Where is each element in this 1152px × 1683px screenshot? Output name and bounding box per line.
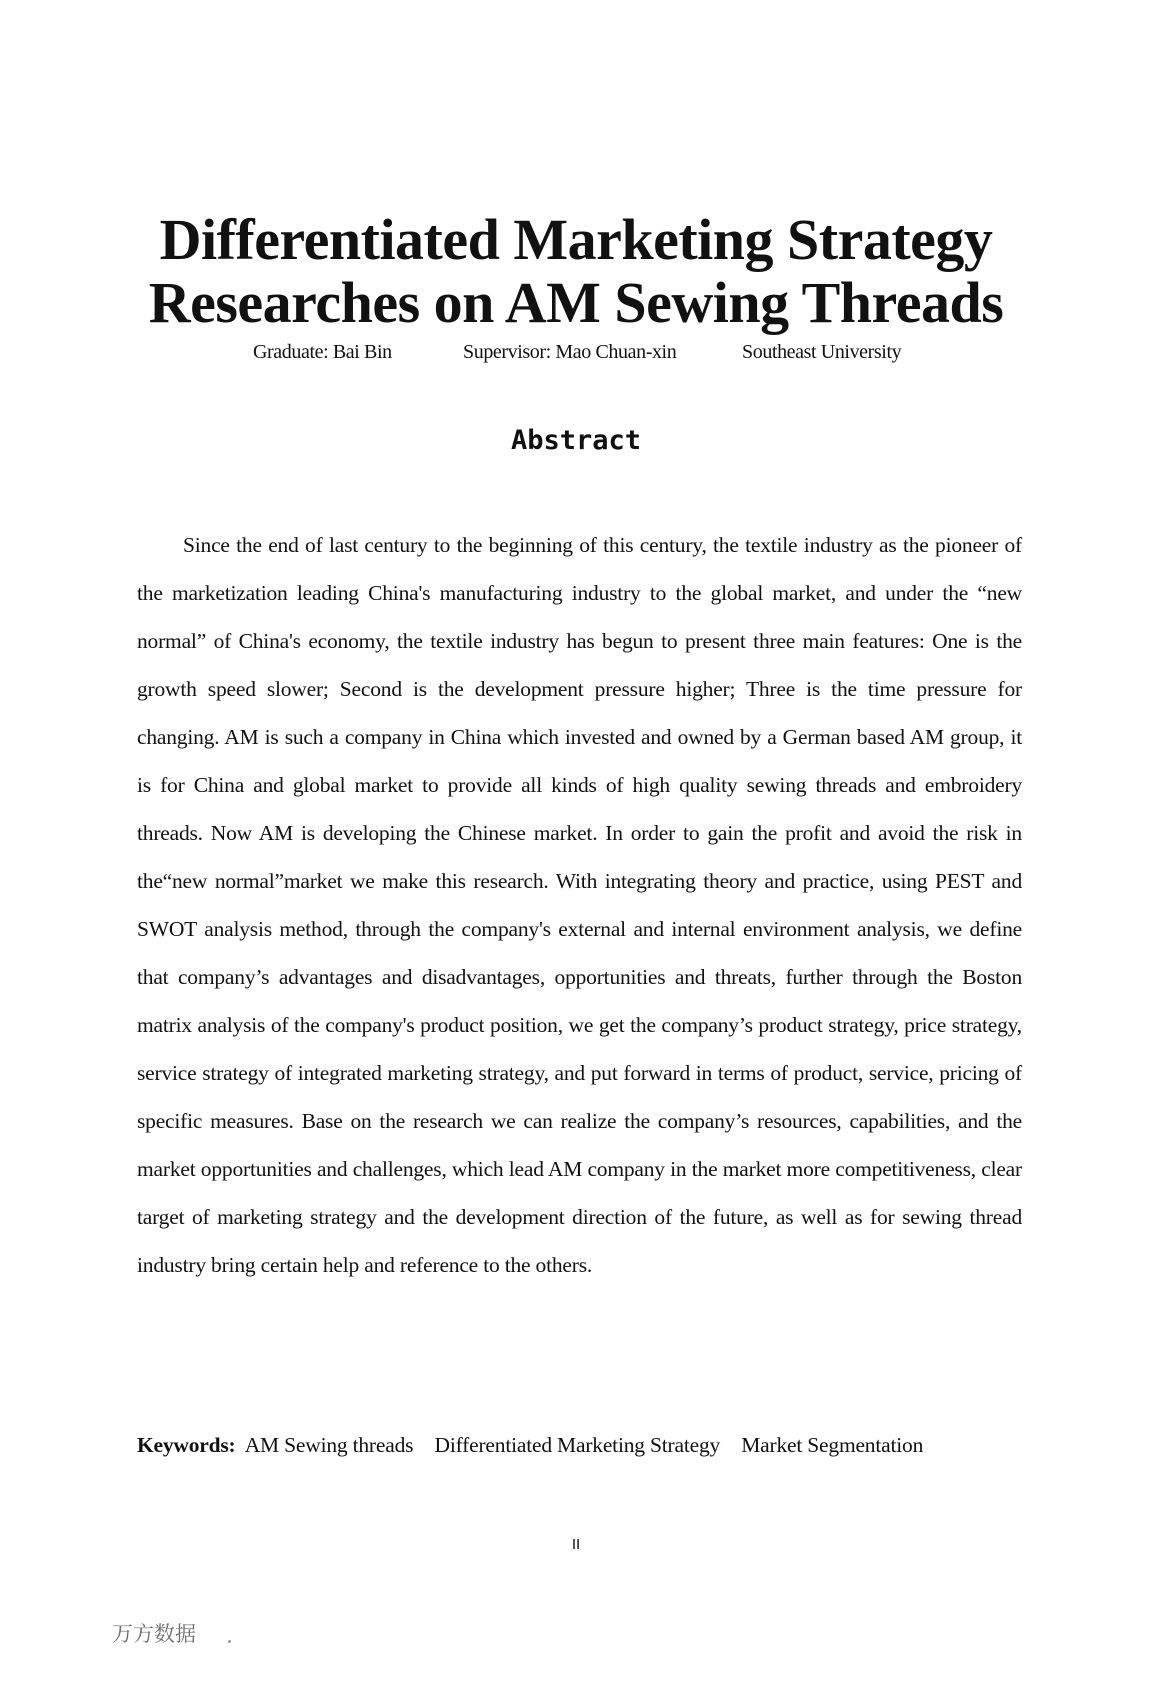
university-name: Southeast University [742,341,902,363]
keywords-line [137,1430,1037,1460]
keyword-item: AM Sewing threads [244,1433,414,1457]
graduate-name: Graduate: Bai Bin [253,341,392,363]
watermark-text: 万方数据 [112,1622,196,1646]
keyword-item: Market Segmentation [741,1433,924,1457]
keywords-label: Keywords: [137,1433,236,1457]
supervisor-name: Supervisor: Mao Chuan-xin [463,341,677,363]
watermark-dot [228,1640,231,1643]
paper-title-line-1: Differentiated Marketing Strategy [159,207,993,272]
page-number: II [571,1536,581,1553]
byline [0,339,1152,365]
abstract-heading: Abstract [510,425,642,456]
abstract-body: Since the end of last century to the beginning of this century, the textile industry as the pioneer of the marketization leading China's manufacturing industry to the global market, and under the “new normal” of China's economy, the textile industry has begun to present three main features: One is the growth speed slower; Second is the development pressure higher; Three is the time pressure for changing. AM is such a company in China which invested and owned by a German based AM group, it is for China and global market to provide all kinds of high quality sewing threads and embroidery threads. Now AM is developing the Chinese market. In order to gain the profit and avoid the risk in the“new normal”market we make this research. With integrating theory and practice, using PEST and SWOT analysis method, through the company's external and internal environment analysis, we define that company’s advantages and disadvantages, opportunities and threats, further through the Boston matrix analysis of the company's product position, we get the company’s product strategy, price strategy, service strategy of integrated marketing strategy, and put forward in terms of product, service, pricing of specific measures. Base on the research we can realize the company’s resources, capabilities, and the market opportunities and challenges, which lead AM company in the market more competitiveness, clear target of marketing strategy and the development direction of the future, as well as for sewing thread industry bring certain help and reference to the others. [137,533,1022,1277]
paper-title-line-2: Researches on AM Sewing Threads [148,270,1004,335]
keyword-item: Differentiated Marketing Strategy [434,1433,721,1457]
